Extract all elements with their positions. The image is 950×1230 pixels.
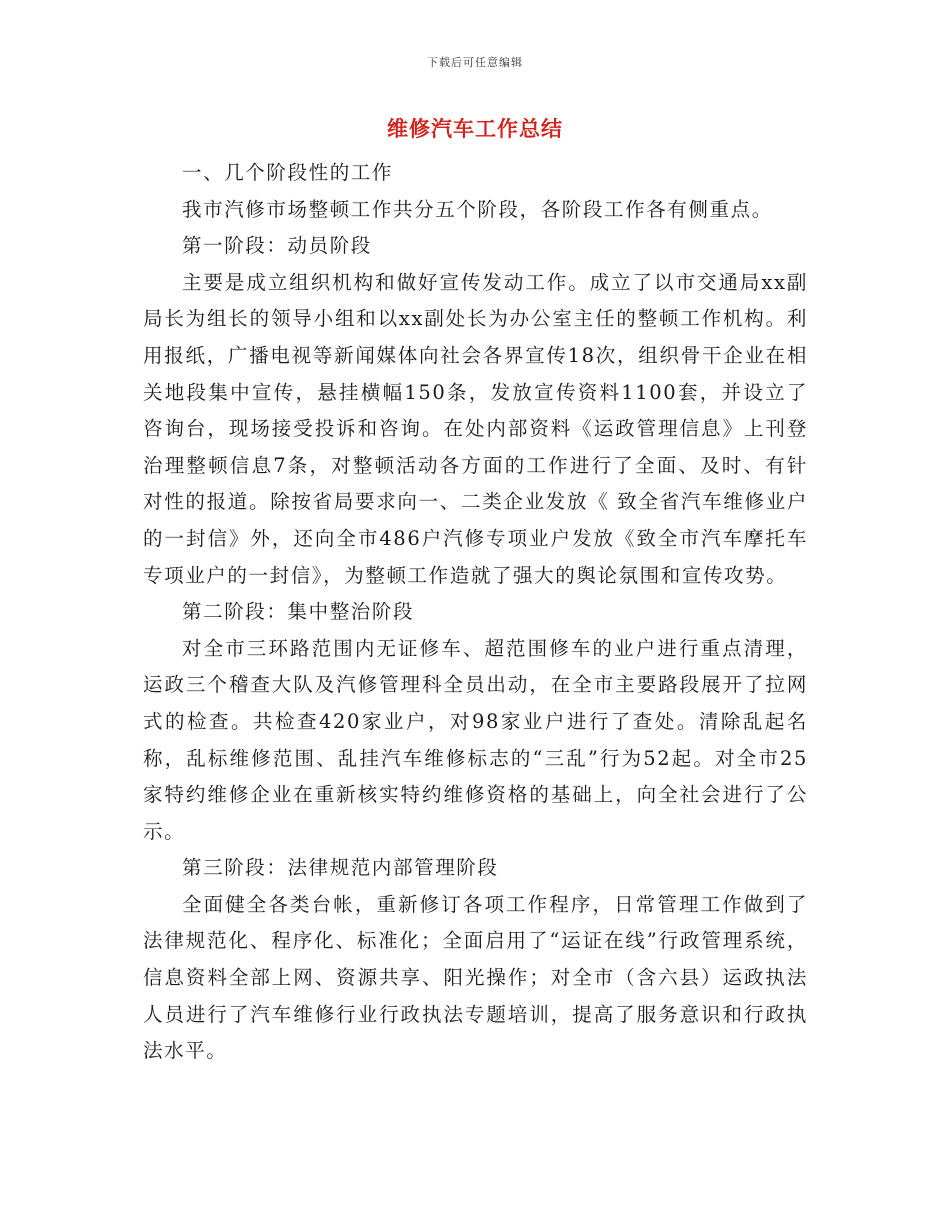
header-note: 下载后可任意编辑	[427, 56, 523, 69]
document-body	[143, 155, 808, 1070]
stage-heading: 第一阶段：动员阶段	[182, 234, 372, 258]
body-paragraph: 主要是成立组织机构和做好宣传发动工作。成立了以市交通局xx副局长为组长的领导小组和以xx副处长为办公室主任的整顿工作机构。利用报纸，广播电视等新闻媒体向社会各界宣传18次，组织骨干企业在相关地段集中宣传，悬挂横幅150条，发放宣传资料1100套，并设立了咨询台，现场接受投诉和咨询。在处内部资料《运政管理信息》上刊登治理整顿信息7条，对整顿活动各方面的工作进行了全面、及时、有针对性的报道。除按省局要求向一、二类企业发放《 致全省汽车维修业户的一封信》外，还向全市486户汽修专项业户发放《致全市汽车摩托车专项业户的一封信》，为整顿工作造就了强大的舆论氛围和宣传攻势。	[143, 270, 808, 587]
body-paragraph: 全面健全各类台帐，重新修订各项工作程序，日常管理工作做到了法律规范化、程序化、标准化；全面启用了“运证在线”行政管理系统，信息资料全部上网、资源共享、阳光操作；对全市（含六县）运政执法人员进行了汽车维修行业行政执法专题培训，提高了服务意识和行政执法水平。	[143, 892, 808, 1063]
stage-heading: 第二阶段：集中整治阶段	[182, 600, 415, 624]
stage-heading: 第三阶段：法律规范内部管理阶段	[182, 856, 499, 880]
body-paragraph: 我市汽修市场整顿工作共分五个阶段，各阶段工作各有侧重点。	[182, 197, 773, 221]
document-title: 维修汽车工作总结	[387, 116, 563, 141]
section-heading: 一、几个阶段性的工作	[182, 161, 394, 184]
body-paragraph: 对全市三环路范围内无证修车、超范围修车的业户进行重点清理，运政三个稽查大队及汽修管理科全员出动，在全市主要路段展开了拉网式的检查。共检查420家业户，对98家业户进行了查处。清除乱起名称，乱标维修范围、乱挂汽车维修标志的“三乱”行为52起。对全市25家特约维修企业在重新核实特约维修资格的基础上，向全社会进行了公示。	[143, 636, 808, 843]
